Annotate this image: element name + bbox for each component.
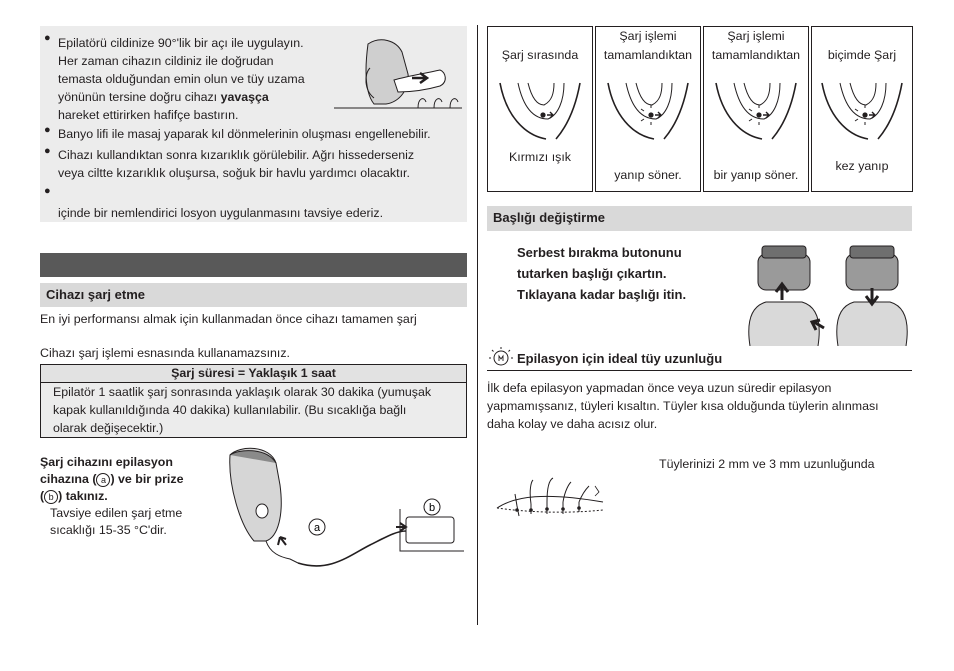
hair-length-text: Tüylerinizi 2 mm ve 3 mm uzunluğunda (659, 457, 875, 471)
figure-label-a: a (313, 522, 321, 534)
charge-time-line: kapak kullanıldığında 40 dakika) kullanılabilir. (Bu sıcaklığa bağlı (53, 403, 407, 417)
circle-b-label: b (44, 490, 58, 504)
indicator-top-text: Şarj işlemi (619, 29, 677, 43)
indicator-cell (487, 26, 593, 192)
indicator-light-icon (496, 75, 584, 145)
charge-temp-line: sıcaklığı 15-35 °C'dir. (50, 523, 167, 537)
indicator-cell (811, 26, 913, 192)
epilator-skin-illustration (330, 34, 465, 114)
charge-step-line (40, 470, 183, 488)
head-change-heading: Başlığı değiştirme (493, 210, 605, 225)
tips-box (40, 26, 467, 222)
tip1-line: Her zaman cihazın cildiniz ile doğrudan (58, 54, 274, 68)
tip4-line: içinde bir nemlendirici losyon uygulanmasını tavsiye ederiz. (58, 206, 384, 220)
charge-time-line: olarak değişecektir.) (53, 421, 164, 435)
charge-time-title: Şarj süresi = Yaklaşık 1 saat (171, 366, 336, 380)
charge-step-line: Şarj cihazını epilasyon (40, 455, 173, 469)
charge-time-line: Epilatör 1 saatlik şarj sonrasında yaklaşık olarak 30 dakika (yumuşak (53, 385, 432, 399)
circle-a-label: a (96, 473, 110, 487)
charge-note: Cihazı şarj işlemi esnasında kullanamazsınız. (40, 346, 290, 360)
indicator-top-text: biçimde Şarj (827, 48, 897, 62)
head-change-illustration (742, 240, 914, 346)
charge-paragraph: En iyi performansı almak için kullanmadan önce cihazı tamamen şarj (40, 312, 417, 326)
head-change-step: tutarken başlığı çıkartın. (517, 266, 667, 281)
bullet-icon: ● (44, 32, 51, 44)
tip1-line: Epilatörü cildinize 90°'lik bir açı ile uygulayın. (58, 36, 304, 50)
indicator-blinking-icon (712, 75, 800, 145)
charge-time-box (40, 364, 467, 438)
indicator-cell (595, 26, 701, 192)
indicator-blinking-icon (818, 75, 906, 145)
indicator-top-text: Şarj sırasında (501, 48, 579, 62)
indicator-top-text: tamamlandıktan (711, 48, 801, 62)
indicator-bottom-text: yanıp söner. (614, 168, 682, 182)
tip3-line: veya ciltte kızarıklık oluşursa, soğuk bir havlu yardımcı olacaktır. (58, 166, 410, 180)
hair-length-heading: Epilasyon için ideal tüy uzunluğu (517, 351, 723, 366)
charge-heading-bar (40, 283, 467, 307)
hair-paragraph-line: daha kolay ve daha acısız olur. (487, 417, 658, 431)
head-change-step: Tıklayana kadar başlığı itin. (517, 287, 687, 302)
indicator-row (487, 26, 912, 192)
indicator-blinking-icon (604, 75, 692, 145)
indicator-bottom-text: Kırmızı ışık (509, 150, 571, 164)
tip1-line: temasta olduğundan emin olun ve tüy uzama (58, 72, 305, 86)
charge-temp-line: Tavsiye edilen şarj etme (50, 506, 183, 520)
charge-step-text: ) ve bir prize (110, 472, 184, 486)
skin-hair-illustration (495, 466, 607, 520)
charge-heading: Cihazı şarj etme (46, 287, 145, 302)
indicator-top-text: Şarj işlemi (727, 29, 785, 43)
head-change-step: Serbest bırakma butonunu (517, 245, 682, 260)
section-title-bar (40, 253, 467, 277)
tip1-text: yönünün tersine doğru cihazı (58, 90, 221, 104)
tip3-line: Cihazı kullandıktan sonra kızarıklık görülebilir. Ağrı hissederseniz (58, 148, 415, 162)
charging-illustration (210, 445, 470, 585)
charge-step-text: ) takınız. (58, 489, 108, 503)
head-change-heading-bar (487, 206, 912, 231)
tip1-line: hareket ettirirken hafifçe bastırın. (58, 108, 239, 122)
hair-paragraph-line: yapmamışsanız, tüyleri kısaltın. Tüyler kısa olduğunda tüylerin alınması (487, 399, 879, 413)
charge-time-title-row (41, 365, 466, 383)
lightbulb-icon (487, 346, 517, 370)
bullet-icon: ● (44, 124, 51, 136)
hair-heading-rule (487, 370, 912, 371)
hair-paragraph-line: İlk defa epilasyon yapmadan önce veya uzun süredir epilasyon (487, 381, 832, 395)
indicator-top-text: tamamlandıktan (603, 48, 693, 62)
indicator-cell (703, 26, 809, 192)
charge-step-text: cihazına ( (40, 472, 97, 486)
charge-step-text: ( (40, 489, 45, 503)
bullet-icon: ● (44, 185, 51, 197)
tip1-line (58, 88, 269, 106)
tip1-bold: yavaşça (220, 90, 269, 104)
column-divider (477, 25, 478, 625)
tip2-line: Banyo lifi ile masaj yaparak kıl dönmelerinin oluşması engellenebilir. (58, 127, 431, 141)
indicator-bottom-text: kez yanıp (835, 159, 889, 173)
figure-label-b: b (428, 502, 436, 514)
bullet-icon: ● (44, 145, 51, 157)
charge-step-line (40, 487, 108, 505)
indicator-bottom-text: bir yanıp söner. (713, 168, 799, 182)
